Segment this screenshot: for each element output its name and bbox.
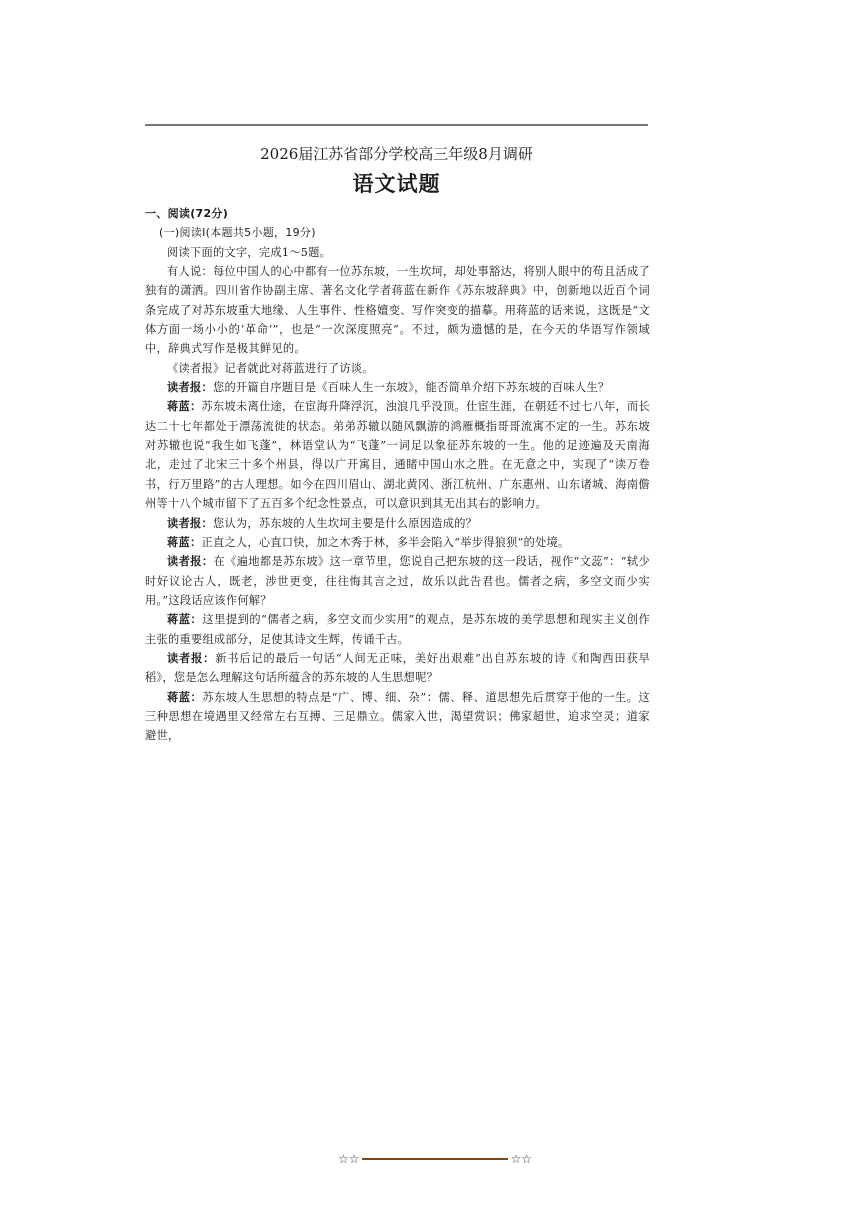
intro-paragraph: 有人说：每位中国人的心中都有一位苏东坡，一生坎坷，却处事豁达，将别人眼中的苟且活成了独有的潇洒。四川省作协副主席、著名文化学者蒋蓝在新作《苏东坡辞典》中，创新地以近百个词条完成了对苏东坡重大地缘、人生事件、性格嬗变、写作突变的描摹。用蒋蓝的话来说，这既是“文体方面一场小小的‘革命’”，也是“一次深度照亮”。不过，颇为遗憾的是，在今天的华语写作领域中，辞典式写作是极其鲜见的。 [145,265,650,356]
dialogue-text: 苏东坡未离仕途，在宦海升降浮沉，浊浪几乎没顶。仕宦生涯，在朝廷不过七八年，而长达二十七年都处于漂荡流徙的状态。弟弟苏辙以随风飘游的鸿雁概指哥哥流寓不定的一生。苏东坡对苏辙也说“我生如飞蓬”，林语堂认为“飞蓬”一词足以象征苏东坡的一生。他的足迹遍及天南海北，走过了北宋三十多个州县，得以广开寓目，通睹中国山水之胜。在无意之中，实现了“读万卷书，行万里路”的古人理想。如今在四川眉山、湖北黄冈、浙江杭州、广东惠州、山东诸城、海南儋州等十八个城市留下了五百多个纪念性景点，可以意识到其无出其右的影响力。 [145,400,651,511]
speaker-label: 读者报： [167,381,213,395]
dialogue-text: 您的开篇自序题目是《百味人生一东坡》，能否简单介绍下苏东坡的百味人生？ [212,381,610,395]
dialogue-paragraph [145,688,650,746]
dialogue-paragraph [145,552,650,610]
dialogue-text: 在《遍地都是苏东坡》这一章节里，您说自己把东坡的这一段话，视作“文蕊”：“轼少时好议论古人，既老，涉世更变，往往悔其言之过，故乐以此告君也。儒者之病，多空文而少实用。”这段话应该作何解？ [145,555,650,607]
section-heading: 一、阅读(72分) [145,207,229,220]
dialogue-text: 正直之人，心直口快，加之木秀于林，多半会陷入“举步得狼狈”的处境。 [201,535,570,549]
speaker-label: 蒋蓝： [167,690,203,704]
exam-title: 2026届江苏省部分学校高三年级8月调研 [260,145,533,163]
speaker-label: 蒋蓝： [167,535,202,549]
footer-ornament [338,1150,532,1168]
dialogue-paragraph [145,514,650,533]
dialogue-paragraph [145,649,650,688]
header-rule [145,124,648,126]
dialogue-paragraph [145,533,650,552]
dialogue-text: 您认为，苏东坡的人生坎坷主要是什么原因造成的？ [212,516,478,530]
speaker-label: 蒋蓝： [167,400,202,414]
instruction-text: 阅读下面的文字，完成1～5题。 [167,245,332,259]
star-icon: ☆ [348,1152,360,1166]
star-icon: ☆ [521,1152,532,1166]
dialogue-paragraph [145,610,650,649]
passage-content [145,204,650,746]
subject-title: 语文试题 [352,171,441,196]
star-icon: ☆ [510,1152,522,1166]
footer-divider [362,1158,509,1160]
sub-section-heading: (一)阅读Ⅰ(本题共5小题，19分) [159,226,316,240]
dialogue-paragraph [145,378,650,397]
speaker-label: 读者报： [167,651,216,665]
intro-paragraph: 《读者报》记者就此对蒋蓝进行了访谈。 [167,361,374,375]
dialogue-text: 苏东坡人生思想的特点是“广、博、细、杂”：儒、释、道思想先后贯穿于他的一生。这三种思想在境遇里又经常左右互搏、三足鼎立。儒家入世，渴望赏识；佛家超世，追求空灵；道家避世， [145,690,651,743]
speaker-label: 读者报： [167,516,213,530]
dialogue-text: 这里提到的“儒者之病，多空文而少实用”的观点，是苏东坡的美学思想和现实主义创作主张的重要组成部分，足使其诗文生辉，传诵千古。 [145,613,651,646]
speaker-label: 读者报： [167,555,214,569]
star-icon: ☆ [338,1152,349,1166]
dialogue-text: 新书后记的最后一句话“人间无正味，美好出艰难”出自苏东坡的诗《和陶西田获早稻》，您是怎么理解这句话所蕴含的苏东坡的人生思想呢？ [145,651,650,685]
speaker-label: 蒋蓝： [167,613,203,627]
dialogue-paragraph [145,397,650,513]
